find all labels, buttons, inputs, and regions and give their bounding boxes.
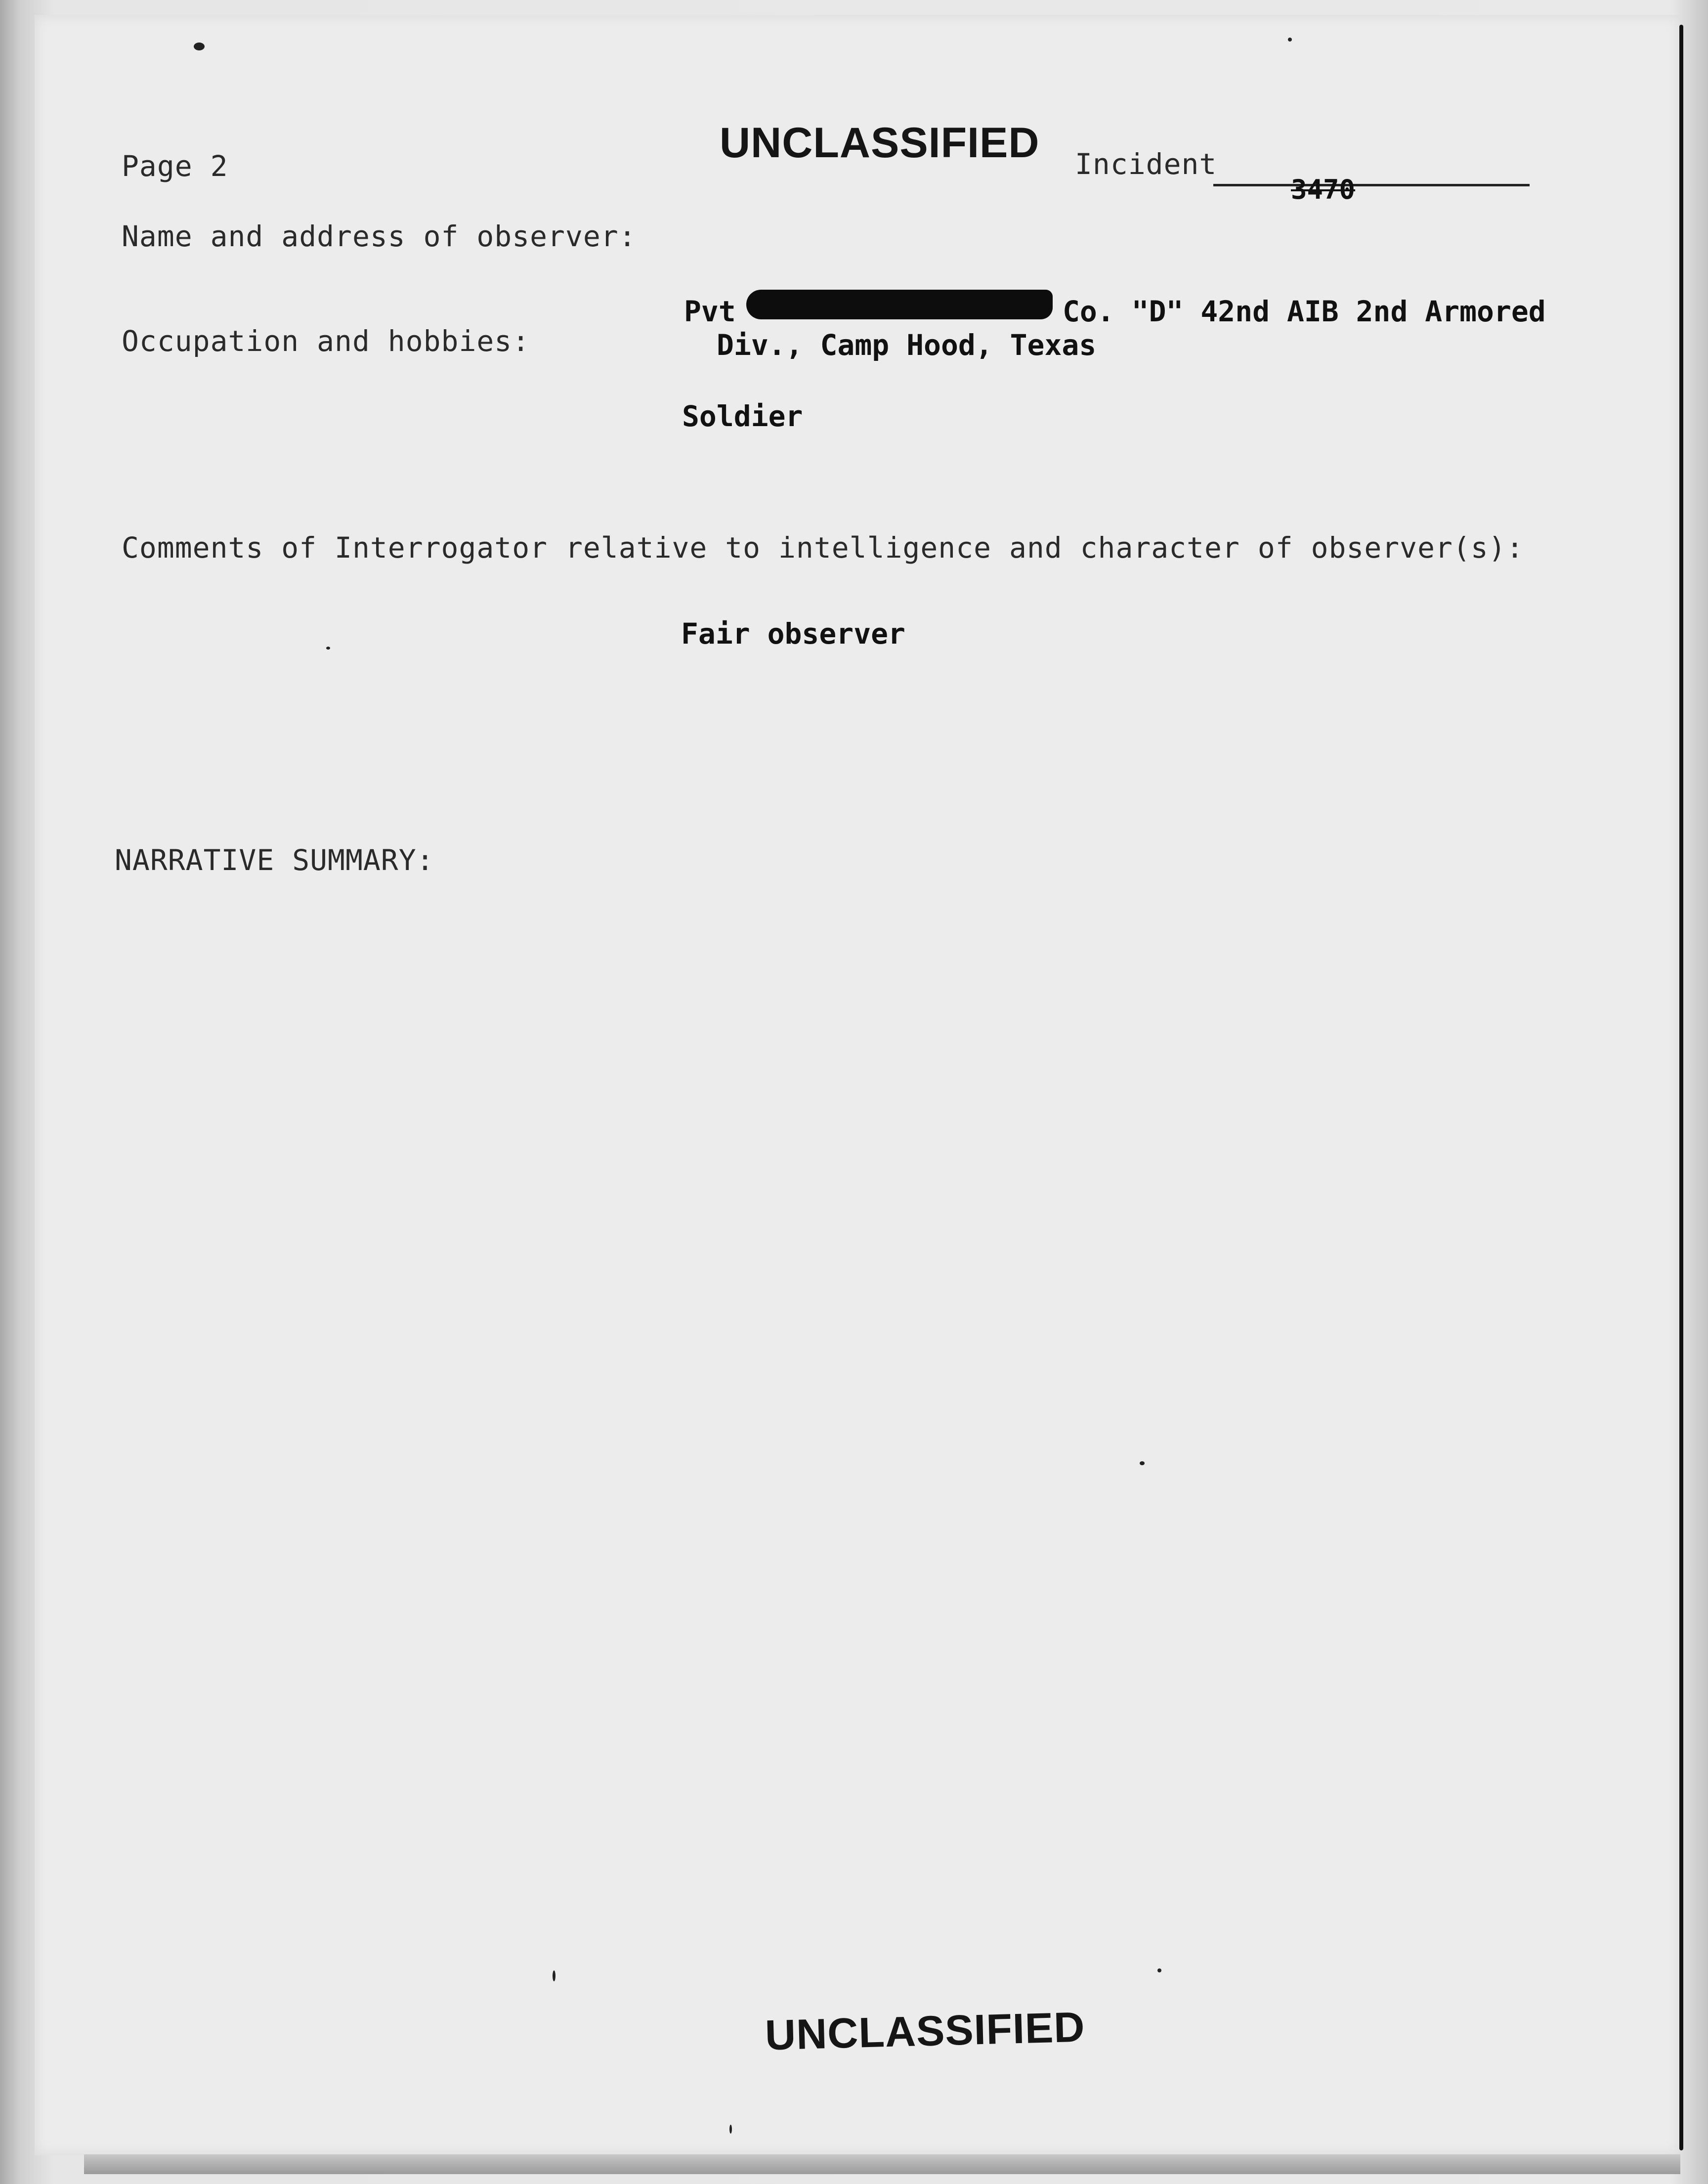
classification-stamp-bottom: UNCLASSIFIED — [764, 2003, 1086, 2059]
scan-speck — [729, 2125, 732, 2134]
occupation-label: Occupation and hobbies: — [122, 324, 530, 358]
narrative-summary-label: NARRATIVE SUMMARY: — [115, 843, 434, 877]
redaction-bar — [746, 290, 1053, 319]
observer-location: Div., Camp Hood, Texas — [717, 328, 1097, 362]
scan-speck — [553, 1970, 555, 1981]
comments-label: Comments of Interrogator relative to intelligence and character of observer(s): — [122, 531, 1524, 565]
occupation-value: Soldier — [682, 399, 803, 433]
scan-speck — [326, 647, 330, 650]
incident-underline — [1213, 184, 1530, 186]
incident-label: Incident — [1075, 147, 1217, 181]
observer-rank: Pvt — [684, 295, 736, 328]
name-address-label: Name and address of observer: — [122, 219, 637, 253]
comments-value: Fair observer — [681, 617, 905, 651]
observer-unit: Co. "D" 42nd AIB 2nd Armored — [1063, 295, 1546, 328]
page-number: Page 2 — [122, 149, 228, 183]
page-bottom-shadow — [84, 2154, 1680, 2174]
scan-speck — [1157, 1968, 1161, 1972]
scan-speck — [1288, 38, 1292, 42]
page-edge-shadow — [1679, 25, 1683, 2150]
scan-speck — [1140, 1461, 1145, 1465]
classification-stamp-top: UNCLASSIFIED — [720, 119, 1040, 167]
incident-number: 3470 — [1291, 174, 1356, 205]
scan-speck — [194, 43, 205, 50]
